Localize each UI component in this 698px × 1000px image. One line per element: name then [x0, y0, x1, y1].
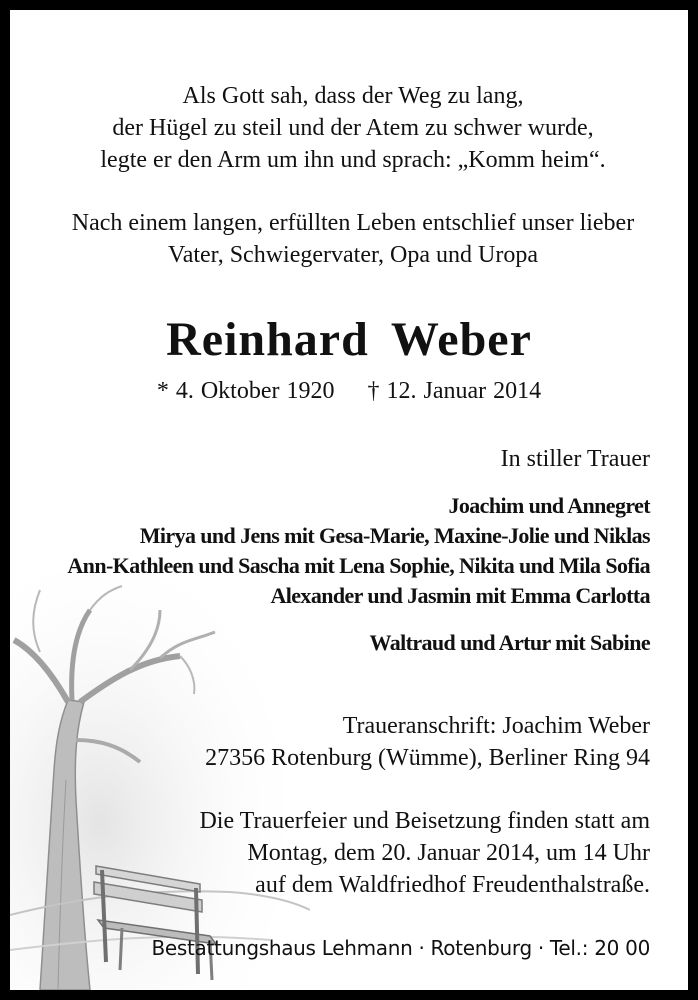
separator: ·: [418, 936, 425, 960]
poem-line: legte er den Arm um ihn und sprach: „Komm heim“.: [100, 147, 606, 173]
undertaker-phone: Tel.: 20 00: [549, 936, 650, 960]
death-date: 12. Januar 2014: [386, 378, 542, 404]
birth-symbol: *: [156, 378, 169, 404]
family-list: [67, 491, 650, 611]
birth-date: 4. Oktober 1920: [175, 378, 335, 404]
family-line: Mirya und Jens mit Gesa-Marie, Maxine-Jolie und Niklas: [139, 523, 650, 548]
mourning-heading: In stiller Trauer: [500, 446, 650, 472]
family-line: Ann-Kathleen und Sascha mit Lena Sophie, Nikita und Mila Sofia: [67, 553, 650, 578]
undertaker-city: Rotenburg: [430, 936, 532, 960]
intro-text: [10, 207, 688, 271]
family-line: Joachim und Annegret: [448, 493, 650, 518]
family-line: Alexander und Jasmin mit Emma Carlotta: [270, 583, 650, 608]
poem-line: der Hügel zu steil und der Atem zu schwer wurde,: [112, 115, 594, 141]
death-symbol: †: [367, 378, 380, 404]
ceremony-line: Montag, dem 20. Januar 2014, um 14 Uhr: [247, 840, 650, 866]
poem-line: Als Gott sah, dass der Weg zu lang,: [182, 83, 524, 109]
life-dates: [10, 375, 688, 407]
poem: [10, 80, 688, 176]
undertaker-name: Bestattungshaus Lehmann: [151, 936, 413, 960]
separator: ·: [537, 936, 544, 960]
mourning-address: [205, 710, 650, 774]
undertaker-footer: [151, 933, 650, 963]
ceremony-line: auf dem Waldfriedhof Freudenthalstraße.: [255, 872, 650, 898]
ceremony-line: Die Trauerfeier und Beisetzung finden statt am: [199, 808, 650, 834]
address-line: Traueranschrift: Joachim Weber: [342, 713, 650, 739]
intro-line: Nach einem langen, erfüllten Leben entschlief unser lieber: [71, 210, 635, 236]
tree-and-bench-illustration: [10, 570, 310, 990]
intro-line: Vater, Schwiegervater, Opa und Uropa: [168, 242, 538, 268]
deceased-name: Reinhard Weber: [166, 313, 532, 366]
address-line: 27356 Rotenburg (Wümme), Berliner Ring 94: [205, 745, 650, 771]
family-line-secondary: Waltraud und Artur mit Sabine: [369, 630, 650, 655]
ceremony-info: [199, 805, 650, 901]
